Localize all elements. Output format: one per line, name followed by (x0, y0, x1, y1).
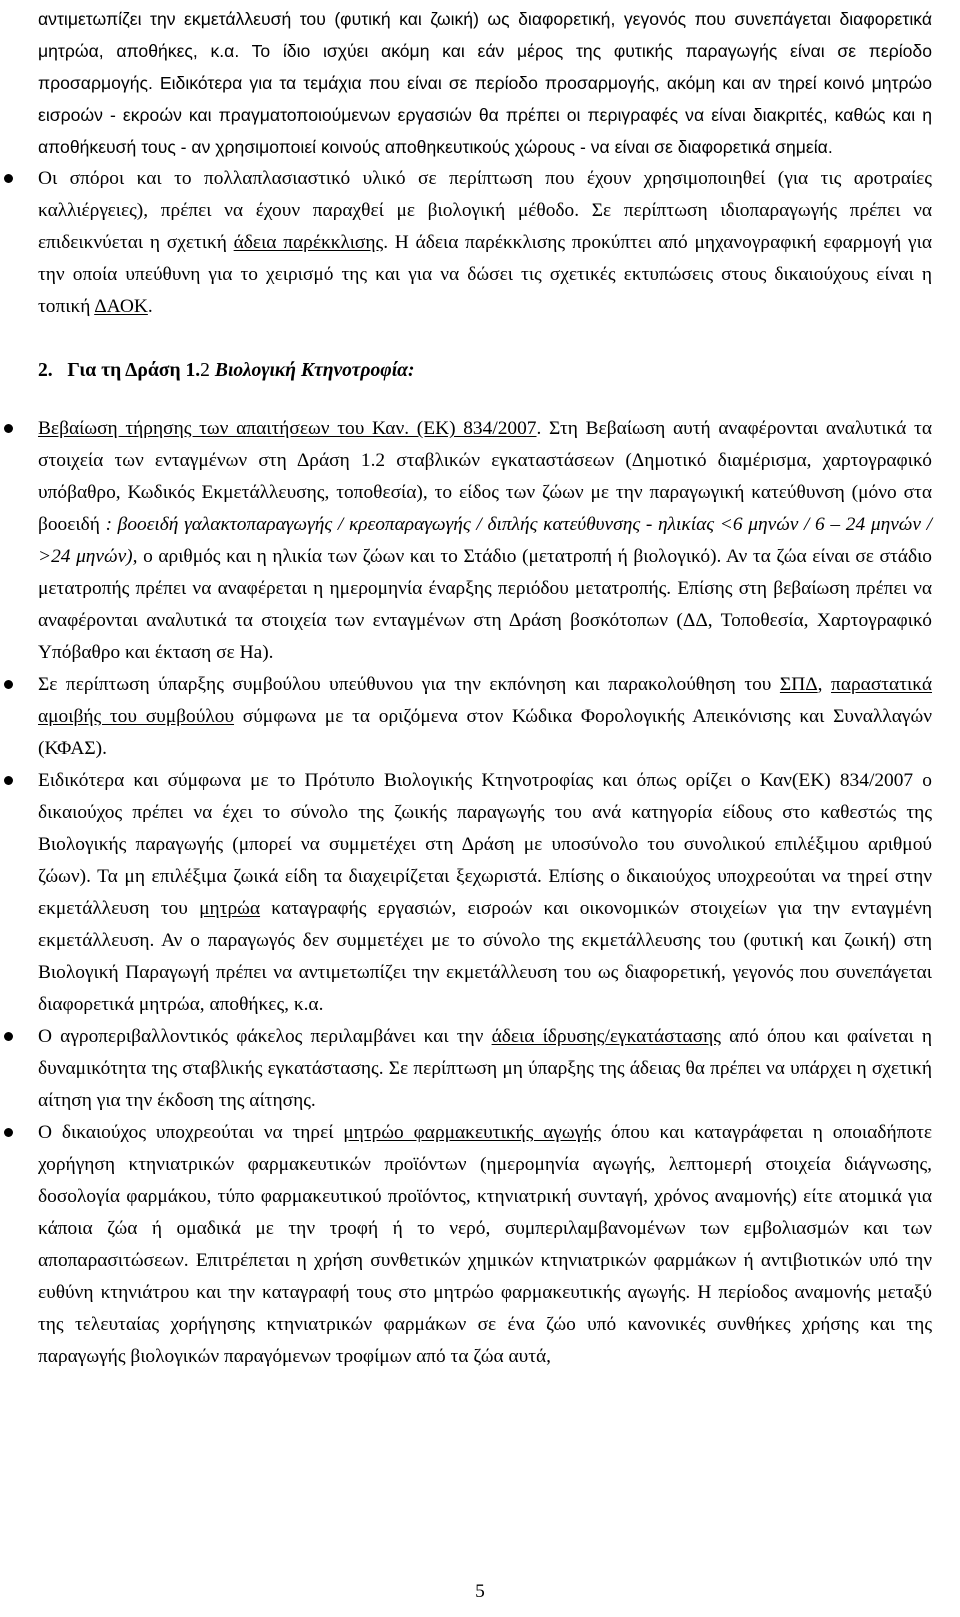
bullet-icon (4, 776, 13, 785)
page-number: 5 (475, 1581, 485, 1602)
section-heading: 2. Για τη Δράση 1.2 Βιολογική Κτηνοτροφία: (38, 360, 415, 381)
list-item (38, 1117, 932, 1373)
bullet-text: Βεβαίωση τήρησης των απαιτήσεων του Καν. (ΕΚ) 834/2007. Στη Βεβαίωση αυτή αναφέρονται αναλυτικά τα στοιχεία των ενταγμένων στη Δράση 1.2 σταβλικών εγκαταστάσεων (Δημοτικό διαμέρισμα, χαρτογραφικό υπόβαθρο, Κωδικός Εκμετάλλευσης, τοποθεσία), το είδος των ζώων με την παραγωγική κατεύθυνση (μόνο στα βοοειδή : βοοειδή γαλακτοπαραγωγής / κρεοπαραγωγής / διπλής κατεύθυνσης - ηλικίας <6 μηνών / 6 – 24 μηνών / >24 μηνών), ο αριθμός και η ηλικία των ζώων και το Στάδιο (μετατροπή ή βιολογικό). Αν τα ζώα είναι σε στάδιο μετατροπής πρέπει να αναφέρεται η ημερομηνία έναρξης περιόδου μετατροπής. Επίσης στη βεβαίωση πρέπει να αναφέρονται αναλυτικά τα στοιχεία των ενταγμένων στη Δράση βοσκότοπων (ΔΔ, Τοποθεσία, Χαρτογραφικό Υπόβαθρο και έκταση σε Ha). (38, 418, 932, 663)
underlined-phrase: παραστατικά αμοιβής του συμβούλου (38, 674, 932, 727)
list-item (38, 669, 932, 765)
underlined-phrase: Βεβαίωση τήρησης των απαιτήσεων του Καν. (ΕΚ) 834/2007 (38, 418, 537, 439)
bullet-text: Ειδικότερα και σύμφωνα με το Πρότυπο Βιολογικής Κτηνοτροφίας και όπως ορίζει ο Καν(ΕΚ) 834/2007 ο δικαιούχος πρέπει να έχει το σύνολο της ζωικής παραγωγής του ανά κατηγορία είδους στο καθεστώς της Βιολογικής παραγωγής (μπορεί να συμμετέχει στη Δράση με υποσύνολο του συνολικού επιλέξιμου αριθμού ζώων). Τα μη επιλέξιμα ζωικά είδη τα διαχειρίζεται ξεχωριστά. Επίσης ο δικαιούχος υποχρεούται να τηρεί στην εκμετάλλευση του μητρώα καταγραφής εργασιών, εισροών και οικονομικών στοιχείων για την ενταγμένη εκμετάλλευση. Αν ο παραγωγός δεν συμμετέχει με το σύνολο της εκμετάλλευσης του (φυτική και ζωική) στη Βιολογική Παραγωγή πρέπει να αντιμετωπίζει την εκμετάλλευση του ως διαφορετική, γεγονός που συνεπάγεται διαφορετικά μητρώα, αποθήκες, κ.α. (38, 770, 933, 1015)
list-item (38, 1021, 932, 1117)
underlined-phrase: μητρώο φαρμακευτικής αγωγής (343, 1122, 602, 1143)
bullet-list-seeds (38, 163, 932, 323)
document-page (38, 0, 932, 1373)
underlined-phrase: ΔΑΟΚ (94, 296, 148, 317)
bullet-icon (4, 174, 13, 183)
bullet-icon (4, 424, 13, 433)
bullet-text: Σε περίπτωση ύπαρξης συμβούλου υπεύθυνου για την εκπόνηση και παρακολούθηση του ΣΠΔ, παραστατικά αμοιβής του συμβούλου σύμφωνα με τα οριζόμενα στον Κώδικα Φορολογικής Απεικόνισης και Συναλλαγών (ΚΦΑΣ). (38, 674, 933, 759)
bullet-text: Ο αγροπεριβαλλοντικός φάκελος περιλαμβάνει και την άδεια ίδρυσης/εγκατάστασης από όπου και φαίνεται η δυναμικότητα της σταβλικής εγκατάστασης. Σε περίπτωση μη ύπαρξης της άδειας θα πρέπει να υπάρχει η σχετική αίτηση για την έκδοση της αίτησης. (38, 1026, 932, 1111)
bullet-icon (4, 1128, 13, 1137)
bullet-icon (4, 680, 13, 689)
continuation-paragraph: αντιμετωπίζει την εκμετάλλευσή του (φυτική και ζωική) ως διαφορετική, γεγονός που συνεπάγεται διαφορετικά μητρώα, αποθήκες, κ.α. Το ίδιο ισχύει ακόμη και εάν μέρος της φυτικής παραγωγής είναι σε περίοδο προσαρμογής. Ειδικότερα για τα τεμάχια που είναι σε περίοδο προσαρμογής, ακόμη και αν τηρεί κοινό μητρώο εισροών - εκροών και πραγματοποιούμενων εργασιών θα πρέπει οι περιγραφές να είναι διακριτές, καθώς και η αποθήκευσή τους - αν χρησιμοποιεί κοινούς αποθηκευτικούς χώρους - να είναι σε διαφορετικά σημεία. (38, 9, 932, 157)
bullet-icon (4, 1032, 13, 1041)
list-item (38, 765, 932, 1021)
bullet-text: Οι σπόροι και το πολλαπλασιαστικό υλικό σε περίπτωση που έχουν χρησιμοποιηθεί (για τις αροτραίες καλλιέργειες), πρέπει να έχουν παραχθεί με βιολογική μέθοδο. Σε περίπτωση ιδιοπαραγωγής πρέπει να επιδεικνύεται η σχετική άδεια παρέκκλισης. Η άδεια παρέκκλισης προκύπτει από μηχανογραφική εφαρμογή για την οποία υπεύθυνη για το χειρισμό της και για να δώσει τις σχετικές εκτυπώσεις στους δικαιούχους είναι η τοπική ΔΑΟΚ. (38, 168, 932, 317)
list-item (38, 413, 932, 669)
underlined-phrase: άδεια ίδρυσης/εγκατάστασης (491, 1026, 721, 1047)
underlined-phrase: άδεια παρέκκλισης (233, 232, 384, 253)
list-item (38, 163, 932, 323)
bullet-text: Ο δικαιούχος υποχρεούται να τηρεί μητρώο φαρμακευτικής αγωγής όπου και καταγράφεται η οποιαδήποτε χορήγηση κτηνιατρικών φαρμακευτικών προϊόντων (ημερομηνία αγωγής, λεπτομερή στοιχεία διάγνωσης, δοσολογία φαρμάκου, τύπο φαρμακευτικού προϊόντος, κτηνιατρική συνταγή, χρόνος αναμονής) είτε ατομικά για κάποια ζώα ή ομαδικά με την τροφή ή το νερό, συμπεριλαμβανομένων των εμβολιασμών και των αποπαρασιτώσεων. Επιτρέπεται η χρήση συνθετικών χημικών κτηνιατρικών φαρμάκων ή αντιβιοτικών υπό την ευθύνη κτηνιάτρου και την καταγραφή τους στο μητρώο φαρμακευτικής αγωγής. Η περίοδος αναμονής μεταξύ της τελευταίας χορήγησης κτηνιατρικών φαρμάκων σε ένα ζώο υπό κανονικές συνθήκες χρήσης και της παραγωγής βιολογικών παραγόμενων τροφίμων από τα ζώα αυτά, (38, 1122, 933, 1367)
underlined-phrase: ΣΠΔ (779, 674, 818, 695)
bullet-list-action-1-2 (38, 413, 932, 1373)
underlined-phrase: μητρώα (199, 898, 261, 919)
